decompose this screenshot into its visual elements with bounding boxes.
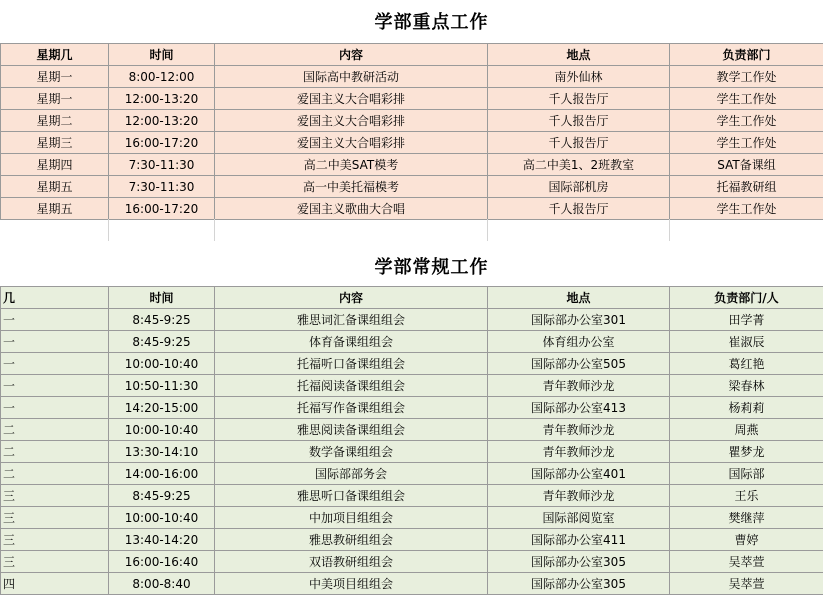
- cell-owner: 瞿梦龙: [670, 441, 823, 463]
- cell-location: 体育组办公室: [488, 331, 670, 353]
- cell-time: 8:00-12:00: [109, 66, 215, 88]
- cell-location: 南外仙林: [488, 66, 670, 88]
- table-row: [1, 485, 823, 507]
- cell-content: 爱国主义大合唱彩排: [215, 110, 488, 132]
- cell-content: 体育备课组组会: [215, 331, 488, 353]
- key-work-table: [0, 43, 823, 220]
- cell-time: 16:00-17:20: [109, 198, 215, 220]
- table-row: [1, 309, 823, 331]
- cell-content: 数学备课组组会: [215, 441, 488, 463]
- section2-title: 学部常规工作: [374, 257, 489, 278]
- cell-location: 国际部办公室301: [488, 309, 670, 331]
- cell-owner: 樊继萍: [670, 507, 823, 529]
- cell-owner: 周燕: [670, 419, 823, 441]
- cell-time: 10:00-10:40: [109, 507, 215, 529]
- cell-location: 青年教师沙龙: [488, 485, 670, 507]
- table-row: [1, 331, 823, 353]
- cell-owner: 学生工作处: [670, 198, 823, 220]
- cell-location: 国际部办公室305: [488, 573, 670, 595]
- cell-day: 三: [1, 507, 109, 529]
- cell-day: 星期五: [1, 176, 109, 198]
- cell-location: 国际部办公室305: [488, 551, 670, 573]
- cell-day: 星期三: [1, 132, 109, 154]
- table-row: [1, 132, 823, 154]
- cell-day: 一: [1, 353, 109, 375]
- table-header-row: [1, 287, 823, 309]
- cell-time: 12:00-13:20: [109, 88, 215, 110]
- table-row: [1, 66, 823, 88]
- cell-content: 雅思阅读备课组组会: [215, 419, 488, 441]
- cell-owner: 吴萃萱: [670, 573, 823, 595]
- gridline: [487, 219, 488, 241]
- cell-day: 星期一: [1, 88, 109, 110]
- cell-day: 二: [1, 463, 109, 485]
- table-row: [1, 176, 823, 198]
- cell-location: 国际部办公室411: [488, 529, 670, 551]
- cell-time: 8:45-9:25: [109, 485, 215, 507]
- col-header-content: 内容: [215, 44, 488, 66]
- table-row: [1, 353, 823, 375]
- col-header-content: 内容: [215, 287, 488, 309]
- cell-content: 托福阅读备课组组会: [215, 375, 488, 397]
- cell-time: 7:30-11:30: [109, 176, 215, 198]
- cell-day: 三: [1, 529, 109, 551]
- cell-location: 高二中美1、2班教室: [488, 154, 670, 176]
- cell-owner: 教学工作处: [670, 66, 823, 88]
- cell-time: 10:00-10:40: [109, 353, 215, 375]
- section1-title: 学部重点工作: [374, 12, 489, 33]
- table-row: [1, 397, 823, 419]
- table-row: [1, 529, 823, 551]
- col-header-department: 负责部门: [670, 44, 823, 66]
- cell-content: 爱国主义大合唱彩排: [215, 88, 488, 110]
- cell-time: 10:50-11:30: [109, 375, 215, 397]
- cell-day: 一: [1, 309, 109, 331]
- table-row: [1, 507, 823, 529]
- cell-day: 一: [1, 375, 109, 397]
- cell-content: 国际高中教研活动: [215, 66, 488, 88]
- cell-time: 8:45-9:25: [109, 309, 215, 331]
- cell-time: 10:00-10:40: [109, 419, 215, 441]
- cell-day: 星期二: [1, 110, 109, 132]
- cell-owner: 吴萃萱: [670, 551, 823, 573]
- col-header-day: 几: [1, 287, 109, 309]
- cell-content: 爱国主义歌曲大合唱: [215, 198, 488, 220]
- cell-time: 8:00-8:40: [109, 573, 215, 595]
- cell-owner: 崔淑辰: [670, 331, 823, 353]
- cell-content: 中加项目组组会: [215, 507, 488, 529]
- table-row: [1, 198, 823, 220]
- cell-day: 星期五: [1, 198, 109, 220]
- cell-location: 千人报告厅: [488, 110, 670, 132]
- table-row: [1, 573, 823, 595]
- cell-owner: 学生工作处: [670, 110, 823, 132]
- cell-owner: 托福教研组: [670, 176, 823, 198]
- routine-work-table: [0, 286, 823, 595]
- cell-content: 雅思听口备课组组会: [215, 485, 488, 507]
- cell-content: 托福写作备课组组会: [215, 397, 488, 419]
- cell-owner: 学生工作处: [670, 132, 823, 154]
- table-row: [1, 88, 823, 110]
- table-row: [1, 441, 823, 463]
- table-row: [1, 551, 823, 573]
- cell-content: 雅思教研组组会: [215, 529, 488, 551]
- cell-day: 星期一: [1, 66, 109, 88]
- cell-content: 双语教研组组会: [215, 551, 488, 573]
- cell-content: 国际部部务会: [215, 463, 488, 485]
- table-row: [1, 154, 823, 176]
- cell-time: 16:00-17:20: [109, 132, 215, 154]
- cell-time: 13:30-14:10: [109, 441, 215, 463]
- cell-time: 14:20-15:00: [109, 397, 215, 419]
- cell-owner: 学生工作处: [670, 88, 823, 110]
- col-header-person: 负责部门/人: [670, 287, 823, 309]
- cell-day: 星期四: [1, 154, 109, 176]
- table-row: [1, 110, 823, 132]
- col-header-location: 地点: [488, 44, 670, 66]
- cell-owner: 曹婷: [670, 529, 823, 551]
- cell-day: 三: [1, 485, 109, 507]
- cell-day: 二: [1, 419, 109, 441]
- cell-owner: 田学菁: [670, 309, 823, 331]
- gridline: [214, 219, 215, 241]
- cell-owner: SAT备课组: [670, 154, 823, 176]
- cell-owner: 葛红艳: [670, 353, 823, 375]
- cell-content: 爱国主义大合唱彩排: [215, 132, 488, 154]
- cell-location: 国际部办公室505: [488, 353, 670, 375]
- cell-day: 三: [1, 551, 109, 573]
- cell-day: 四: [1, 573, 109, 595]
- cell-owner: 杨莉莉: [670, 397, 823, 419]
- cell-time: 16:00-16:40: [109, 551, 215, 573]
- cell-content: 中美项目组组会: [215, 573, 488, 595]
- cell-location: 千人报告厅: [488, 88, 670, 110]
- cell-time: 12:00-13:20: [109, 110, 215, 132]
- cell-location: 青年教师沙龙: [488, 419, 670, 441]
- col-header-location: 地点: [488, 287, 670, 309]
- cell-day: 二: [1, 441, 109, 463]
- cell-location: 千人报告厅: [488, 198, 670, 220]
- cell-time: 14:00-16:00: [109, 463, 215, 485]
- cell-content: 雅思词汇备课组组会: [215, 309, 488, 331]
- gridline: [108, 219, 109, 241]
- table-row: [1, 463, 823, 485]
- cell-location: 国际部办公室413: [488, 397, 670, 419]
- cell-owner: 王乐: [670, 485, 823, 507]
- cell-owner: 梁春林: [670, 375, 823, 397]
- cell-day: 一: [1, 331, 109, 353]
- cell-location: 千人报告厅: [488, 132, 670, 154]
- cell-time: 8:45-9:25: [109, 331, 215, 353]
- cell-time: 13:40-14:20: [109, 529, 215, 551]
- gridline: [669, 219, 670, 241]
- col-header-day: 星期几: [1, 44, 109, 66]
- cell-location: 国际部机房: [488, 176, 670, 198]
- cell-content: 高二中美SAT模考: [215, 154, 488, 176]
- col-header-time: 时间: [109, 287, 215, 309]
- cell-owner: 国际部: [670, 463, 823, 485]
- cell-location: 青年教师沙龙: [488, 441, 670, 463]
- table-header-row: [1, 44, 823, 66]
- cell-content: 高一中美托福模考: [215, 176, 488, 198]
- table-row: [1, 419, 823, 441]
- cell-content: 托福听口备课组组会: [215, 353, 488, 375]
- table-row: [1, 375, 823, 397]
- cell-time: 7:30-11:30: [109, 154, 215, 176]
- cell-location: 国际部阅览室: [488, 507, 670, 529]
- cell-day: 一: [1, 397, 109, 419]
- cell-location: 青年教师沙龙: [488, 375, 670, 397]
- col-header-time: 时间: [109, 44, 215, 66]
- cell-location: 国际部办公室401: [488, 463, 670, 485]
